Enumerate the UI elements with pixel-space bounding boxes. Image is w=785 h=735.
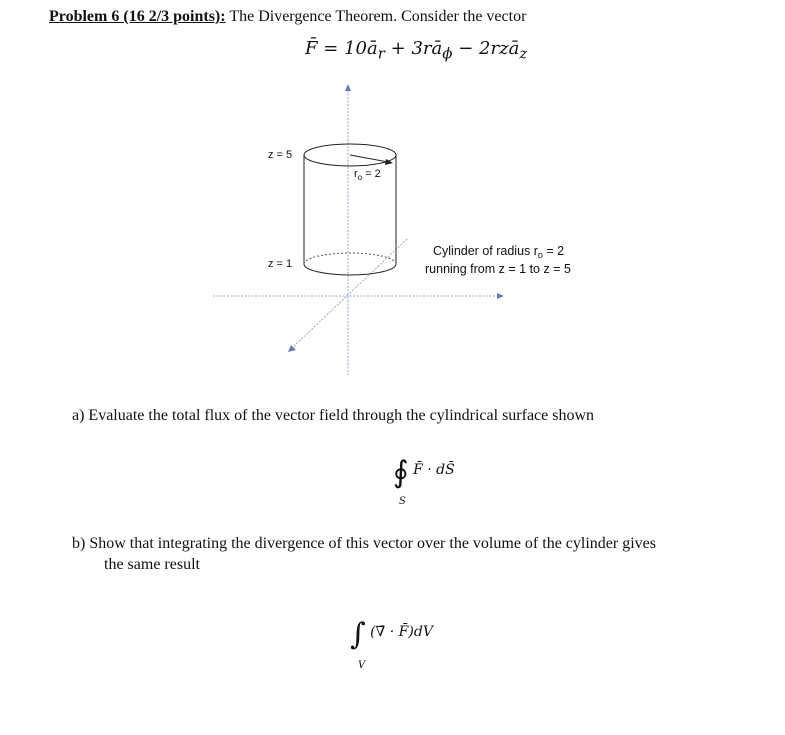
integral-symbol: ∫ — [350, 617, 366, 652]
surface-integrand: F̄ · dS̄ — [413, 462, 455, 478]
radius-label — [354, 168, 381, 182]
term-1-sub: r — [377, 44, 385, 63]
problem-heading: Problem 6 (16 2/3 points): — [49, 8, 226, 25]
volume-limit: V — [358, 660, 366, 671]
y-axis-arrow — [288, 345, 296, 352]
figure-caption-line2: running from z = 1 to z = 5 — [425, 262, 571, 276]
cylinder-bottom-back — [304, 253, 396, 264]
cylinder-bottom-front — [304, 264, 396, 275]
caption-subscript: o — [537, 250, 543, 260]
surface-integral — [393, 455, 455, 507]
plus-sign: + — [390, 38, 406, 59]
x-axis-arrow — [497, 293, 504, 299]
volume-integral — [350, 617, 433, 671]
term-3: 2rzā — [479, 38, 520, 59]
z-bottom-label: z = 1 — [268, 258, 293, 270]
term-2: 3rā — [411, 38, 443, 59]
part-b-question: b) Show that integrating the divergence of this vector over the volume of the cylinder gives — [72, 535, 656, 552]
part-a-question: a) Evaluate the total flux of the vector field through the cylindrical surface shown — [72, 407, 595, 424]
part-b-question-cont: the same result — [104, 556, 200, 573]
term-2-sub: ϕ — [442, 44, 453, 63]
minus-sign: − — [458, 38, 474, 59]
surface-limit: S — [399, 496, 406, 507]
radius-subscript: o — [357, 173, 363, 182]
term-3-sub: z — [519, 44, 528, 63]
volume-integrand: (∇̄ · F̄)dV — [370, 624, 433, 640]
equals-sign: = — [323, 38, 339, 59]
problem-intro: The Divergence Theorem. Consider the vector — [229, 8, 527, 25]
caption-text-a: Cylinder of radius r — [433, 244, 538, 258]
z-axis-arrow — [345, 84, 351, 91]
y-axis — [292, 239, 407, 348]
radius-value: = 2 — [365, 168, 381, 180]
closed-integral-symbol: ∮ — [393, 455, 409, 490]
z-top-label: z = 5 — [268, 149, 293, 161]
vector-lhs: F̄ — [305, 38, 318, 59]
radius-symbol: r — [354, 168, 358, 180]
term-1: 10ā — [344, 38, 378, 59]
caption-text-b: = 2 — [542, 244, 565, 258]
radius-line — [350, 155, 388, 162]
